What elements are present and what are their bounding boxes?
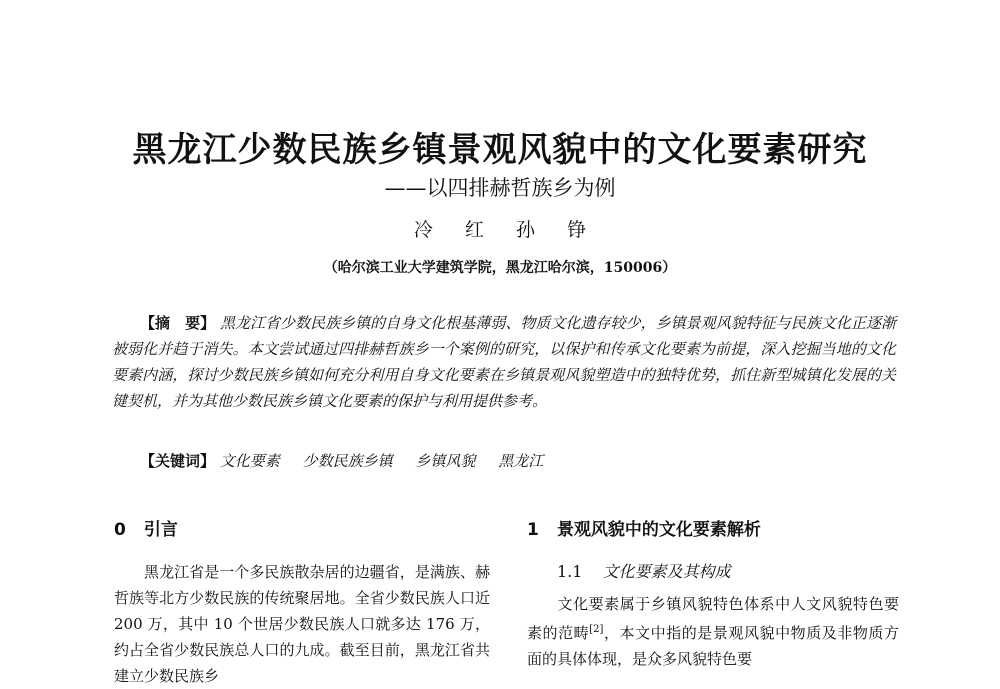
paper-subtitle: ——以四排赫哲族乡为例: [384, 176, 616, 200]
keywords-label: 【关键词】: [140, 452, 216, 470]
body-paragraph: [527, 591, 899, 672]
keyword: 文化要素: [219, 452, 280, 470]
abstract-label: 【摘 要】: [140, 314, 216, 332]
subsection-heading: [557, 559, 899, 583]
section-number: 0: [114, 520, 126, 540]
section-heading: [527, 515, 899, 539]
paragraph-text: 黑龙江省是一个多民族散杂居的边疆省，是满族、赫哲族等北方少数民族的传统聚居地。全省少数民族人口近 200 万，其中 10 个世居少数民族人口就多达 176 万，约占全省少数民族总人口的九成。截至目前，黑龙江省共建立少数民族乡: [114, 563, 490, 685]
citation-mark: [2]: [589, 624, 604, 635]
keyword: 黑龙江: [498, 452, 544, 470]
keyword: 乡镇风貌: [415, 452, 476, 470]
section-heading: [114, 515, 490, 539]
author-name: 红: [464, 219, 484, 241]
affiliation: （哈尔滨工业大学建筑学院，黑龙江哈尔滨，150006）: [323, 260, 677, 276]
author-name: 冷: [413, 219, 433, 241]
abstract-block: [112, 310, 896, 414]
keywords-block: [140, 450, 900, 471]
paragraph-text: ，本文中指的是景观风貌中物质及非物质方面的具体体现，是众多风貌特色要: [527, 624, 899, 668]
section-title: 景观风貌中的文化要素解析: [556, 520, 761, 540]
paper-title: 黑龙江少数民族乡镇景观风貌中的文化要素研究: [132, 130, 868, 170]
paragraph-text: 文化要素属于乡镇风貌特色体系中人文风貌特色要素的范畴: [527, 595, 899, 642]
author-name: 孙: [516, 219, 536, 241]
subsection-number: 1.1: [557, 562, 583, 581]
section-number: 1: [527, 520, 539, 540]
keyword: 少数民族乡镇: [302, 452, 393, 470]
author-list: [0, 215, 1000, 242]
abstract-text: 黑龙江省少数民族乡镇的自身文化根基薄弱、物质文化遗存较少，乡镇景观风貌特征与民族文化正逐渐被弱化并趋于消失。本文尝试通过四排赫哲族乡一个案例的研究，以保护和传承文化要素为前提，深入挖掘当地的文化要素内涵，探讨少数民族乡镇如何充分利用自身文化要素在乡镇景观风貌塑造中的独特优势，抓住新型城镇化发展的关键契机，并为其他少数民族乡镇文化要素的保护与利用提供参考。: [112, 314, 896, 410]
section-title: 引言: [143, 520, 178, 540]
right-column: [527, 515, 899, 672]
left-column: [114, 515, 490, 689]
subsection-title: 文化要素及其构成: [602, 562, 731, 581]
body-paragraph: [114, 559, 490, 689]
author-name: 铮: [567, 219, 587, 241]
